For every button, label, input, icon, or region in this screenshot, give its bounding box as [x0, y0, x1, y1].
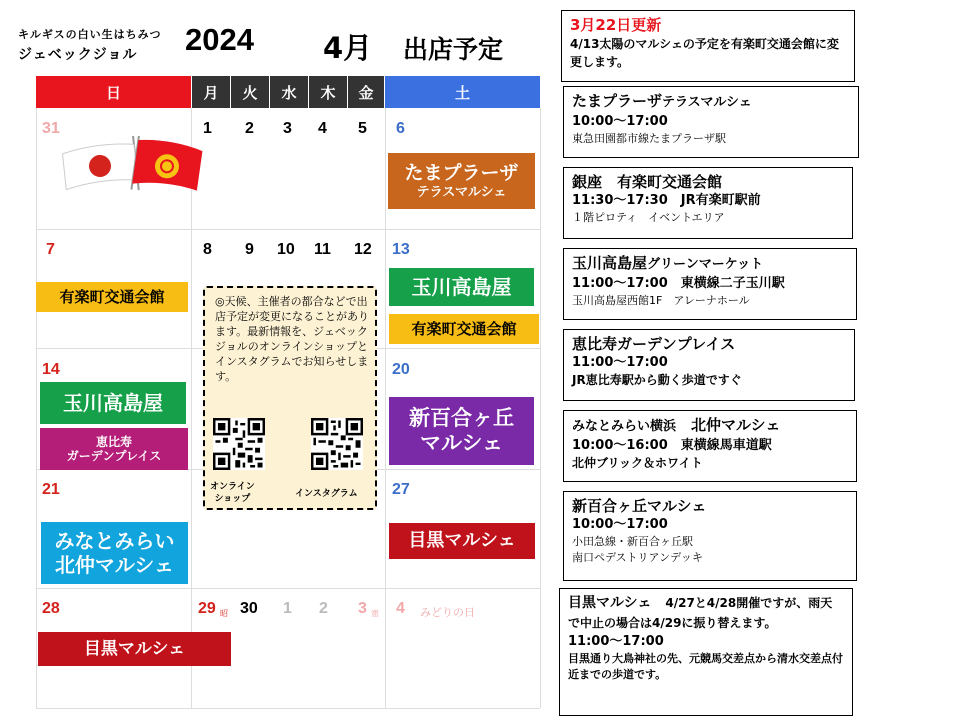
- day-number: 5: [358, 120, 367, 137]
- day-number: 29: [198, 600, 216, 617]
- grid-line: [540, 108, 541, 708]
- weekday-fri: 金: [348, 76, 384, 108]
- day-number: 28: [42, 600, 60, 617]
- weekday-sun: 日: [36, 76, 191, 108]
- update-body: 4/13太陽のマルシェの予定を有楽町交通会館に変更します。: [570, 37, 839, 69]
- info-title: 銀座 有楽町交通会館: [572, 173, 723, 191]
- info-time: 10:00〜17:00: [572, 517, 668, 532]
- update-title: 3月22日更新: [570, 16, 662, 34]
- info-title: 新百合ヶ丘マルシェ: [572, 497, 707, 515]
- weekday-wed: 水: [270, 76, 308, 108]
- info-title: 玉川高島屋: [572, 254, 648, 272]
- weekday-tue: 火: [231, 76, 269, 108]
- info-place: 北仲ブリック＆ホワイト: [572, 456, 703, 470]
- info-time: 11:00〜17:00: [572, 355, 668, 370]
- info-place: １階ピロティ イベントエリア: [572, 211, 725, 224]
- info-title: 目黒マルシェ: [568, 595, 652, 611]
- grid-line: [36, 108, 37, 708]
- online-shop-qr-code[interactable]: [213, 418, 265, 470]
- grid-line: [385, 108, 386, 708]
- day-number: 2: [319, 600, 328, 617]
- info-time: 10:00〜16:00 東横線馬車道駅: [572, 438, 772, 453]
- info-minatomirai: [563, 410, 857, 482]
- event-yurakucho: 有楽町交通会館: [389, 314, 539, 344]
- info-place: 玉川高島屋西館1F アレーナホール: [572, 294, 750, 307]
- day-number: 10: [277, 241, 295, 258]
- instagram-qr-code[interactable]: [311, 418, 363, 470]
- notice-text: ◎天候、主催者の都合などで出店予定が変更になることがあります。最新情報を、ジェベックジョルのオンラインショップとインスタグラムでお知らせします。: [215, 295, 369, 383]
- info-place: 小田急線・新百合ヶ丘駅: [572, 535, 693, 548]
- info-tama-plaza: [563, 86, 859, 158]
- event-tamagawa: 玉川高島屋: [389, 268, 534, 306]
- day-number: 3: [358, 600, 367, 617]
- day-number: 20: [392, 361, 410, 378]
- label-line: オンライン: [210, 482, 255, 492]
- event-tama-plaza: [388, 153, 535, 209]
- day-number: 8: [203, 241, 212, 258]
- event-label: 恵比寿: [95, 434, 132, 449]
- holiday-mark: 憲: [371, 609, 379, 618]
- day-number: 2: [245, 120, 254, 137]
- year-label: 2024: [185, 22, 254, 57]
- info-title-sub: テラスマルシェ: [662, 95, 752, 110]
- info-place: 目黒通り大鳥神社の先、元競馬交差点から清水交差点付近までの歩道です。: [568, 652, 843, 681]
- info-place: JR恵比寿駅から動く歩道ですぐ: [572, 373, 742, 387]
- weekday-thu: 木: [309, 76, 347, 108]
- event-label: 新百合ヶ丘: [409, 405, 514, 430]
- day-number: 14: [42, 361, 60, 378]
- day-number: 30: [240, 600, 258, 617]
- info-title-sub: グリーンマーケット: [647, 257, 764, 272]
- event-meguro: 目黒マルシェ: [38, 632, 231, 666]
- grid-line: [191, 108, 192, 708]
- notice-box: [203, 286, 377, 510]
- info-meguro: [559, 588, 853, 716]
- brand-tagline: キルギスの白い生はちみつ: [18, 28, 162, 41]
- day-number: 6: [396, 120, 405, 137]
- day-number: 12: [354, 241, 372, 258]
- holiday-name: みどりの日: [420, 606, 475, 619]
- info-title: 北仲マルシェ: [691, 416, 781, 434]
- day-number: 21: [42, 481, 60, 498]
- day-number: 13: [392, 241, 410, 258]
- day-number: 9: [245, 241, 254, 258]
- update-box: [561, 10, 855, 82]
- event-label: テラスマルシェ: [416, 184, 507, 200]
- info-place: 東急田園都市線たまプラーザ駅: [572, 132, 726, 145]
- info-title: 恵比寿ガーデンプレイス: [572, 335, 736, 353]
- event-yurakucho: 有楽町交通会館: [36, 282, 188, 312]
- day-number: 1: [283, 600, 292, 617]
- holiday-mark: 昭: [220, 609, 228, 618]
- page-title: 出店予定: [403, 35, 504, 64]
- day-number: 4: [318, 120, 327, 137]
- event-minatomirai: [41, 522, 188, 584]
- day-number: 1: [203, 120, 212, 137]
- flags-image: [60, 136, 205, 196]
- event-label: ガーデンプレイス: [66, 449, 162, 463]
- grid-line: [36, 588, 540, 589]
- info-shinyurigaoka: [563, 491, 857, 581]
- weekday-mon: 月: [192, 76, 230, 108]
- online-shop-label: [210, 481, 255, 505]
- info-time: 11:00〜17:00 東横線二子玉川駅: [572, 276, 785, 291]
- info-title: たまプラーザ: [572, 92, 663, 110]
- day-number: 4: [396, 600, 405, 617]
- month-label: 4月: [323, 31, 373, 65]
- event-meguro: 目黒マルシェ: [389, 523, 535, 559]
- info-place: 南口ペデストリアンデッキ: [572, 551, 703, 564]
- day-number: 7: [46, 241, 55, 258]
- weekday-sat: 土: [385, 76, 540, 108]
- info-time: 11:00〜17:00: [568, 634, 664, 649]
- event-label: たまプラーザ: [404, 161, 519, 184]
- event-label: みなとみらい: [54, 529, 175, 553]
- label-line: ショップ: [214, 494, 251, 504]
- event-ebisu: [40, 428, 188, 470]
- grid-line: [36, 229, 540, 230]
- info-ebisu: [563, 329, 855, 401]
- info-time: 11:30〜17:30 JR有楽町駅前: [572, 193, 761, 208]
- day-number: 3: [283, 120, 292, 137]
- event-tamagawa: 玉川高島屋: [40, 382, 186, 424]
- info-tamagawa: [563, 248, 857, 320]
- info-title-sub: みなとみらい横浜: [572, 419, 677, 434]
- day-number: 11: [314, 241, 331, 258]
- event-shinyurigaoka: [389, 397, 534, 465]
- event-label: マルシェ: [419, 431, 504, 455]
- info-note: 4/27と4/28開催ですが、雨天で中止の場合は4/29に振り替えます。: [568, 596, 833, 630]
- brand-name: ジェベックジョル: [18, 47, 138, 63]
- day-number: 31: [42, 120, 60, 137]
- day-number: 27: [392, 481, 410, 498]
- instagram-label: インスタグラム: [295, 489, 358, 499]
- info-time: 10:00〜17:00: [572, 114, 668, 129]
- grid-line: [36, 708, 540, 709]
- event-label: 北仲マルシェ: [54, 553, 175, 577]
- info-ginza: [563, 167, 853, 239]
